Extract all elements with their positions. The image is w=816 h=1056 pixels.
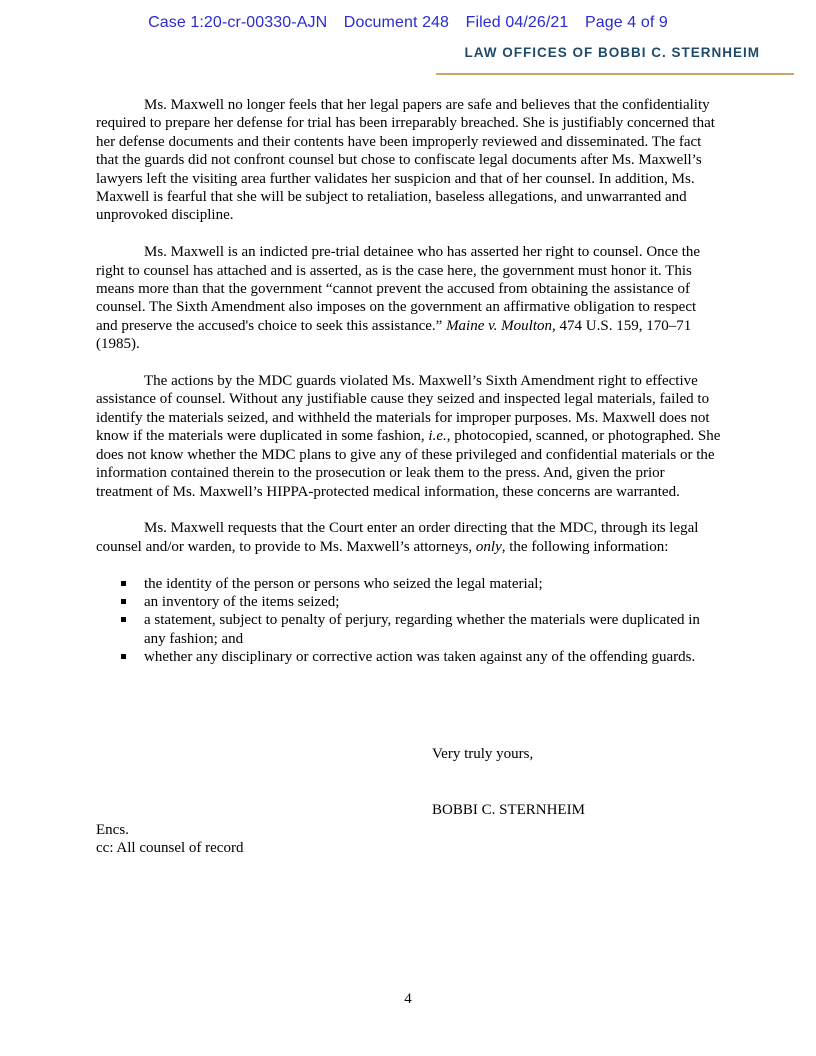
list-item: an inventory of the items seized; [144,593,721,611]
list-item: whether any disciplinary or corrective action was taken against any of the offending guards. [144,648,721,666]
paragraph-violations [96,372,721,501]
paragraph-request-part2: , the following information: [501,538,669,555]
case-citation-reference: , 474 U.S. 159, 170–71 (1985). [96,317,692,353]
footer-notes [96,821,243,858]
list-item: a statement, subject to penalty of perjury, regarding whether the materials were duplicated in any fashion; and [144,611,721,648]
letterhead-divider [436,73,794,75]
closing-salutation: Very truly yours, [432,746,534,762]
letter-body [96,96,721,667]
list-item: the identity of the person or persons who seized the legal material; [144,575,721,593]
cc-note: cc: All counsel of record [96,840,244,857]
filed-date: Filed 04/26/21 [465,14,569,31]
paragraph-violations-part2: photocopied, scanned, or photographed. She does not know whether the MDC plans to give any of these privileged and confidential materials or the information contained therein to the prosecution or leak them to the press. And, given the prior treatment of Ms. Maxwell’s HIPPA-protected medical information, these concerns are warranted. [96,428,721,500]
case-citation-name: Maine v. Moulton [446,317,553,334]
court-filing-stamp [0,14,816,32]
paragraph-right-to-counsel-text: Ms. Maxwell is an indicted pre-trial detainee who has asserted her right to counsel. Once the right to counsel has attached and is asserted, as is the case here, the government must honor it. This means more than that the government “cannot prevent the accused from obtaining the assistance of counsel. The Sixth Amendment also imposes on the government an affirmative obligation to respect and preserve the accused's choice to seek this assistance.” [96,244,701,334]
paragraph-concerns: Ms. Maxwell no longer feels that her legal papers are safe and believes that the confidentiality required to prepare her defense for trial has been irreparably breached. She is justifiably concerned that her defense documents and their contents have been improperly reviewed and disseminated. The fact that the guards did not confront counsel but chose to confiscate legal documents after Ms. Maxwell’s lawyers left the visiting area further validates her suspicion and that of her counsel. In addition, Ms. Maxwell is fearful that she will be subject to retaliation, baseless allegations, and unwarranted and unprovoked discipline. [96,97,715,224]
paragraph-request [96,519,721,556]
ie-abbreviation: i.e., [428,428,451,445]
only-emphasis: only [475,538,502,555]
page-of-total: Page 4 of 9 [584,14,668,31]
signature-name: BOBBI C. STERNHEIM [432,802,585,818]
page-number: 4 [404,991,412,1007]
paragraph-right-to-counsel [96,243,721,353]
paragraph-violations-part1: The actions by the MDC guards violated Ms. Maxwell’s Sixth Amendment right to effective assistance of counsel. Without any justifiable cause they seized and inspected legal materials, failed to identify the materials seized, and withheld the materials for improper purposes. Ms. Maxwell does not know if the materials were duplicated in some fashion, [96,373,710,445]
paragraph-request-part1: Ms. Maxwell requests that the Court enter an order directing that the MDC, through its legal counsel and/or warden, to provide to Ms. Maxwell’s attorneys, [96,520,699,555]
case-number: Case 1:20-cr-00330-AJN [148,14,328,31]
letterhead-firm-name: LAW OFFICES OF BOBBI C. STERNHEIM [464,45,760,60]
enclosures-note: Encs. [96,822,129,838]
document-number: Document 248 [343,14,450,31]
request-list [96,575,721,667]
